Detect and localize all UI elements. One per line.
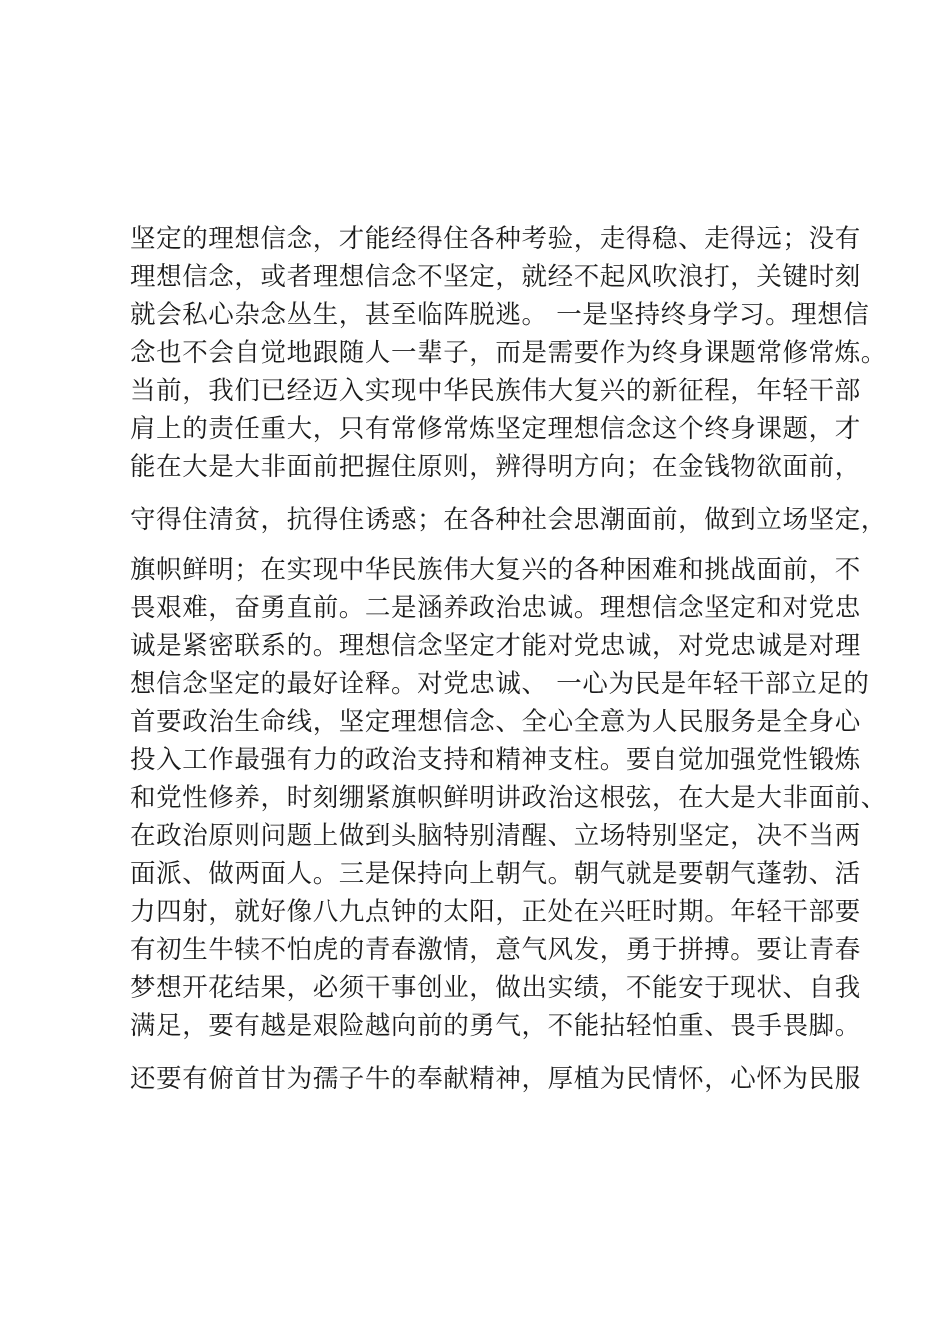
text-line: 旗帜鲜明；在实现中华民族伟大复兴的各种困难和挑战面前，不 [130,555,861,585]
text-line: 想信念坚定的最好诠释。对党忠诚、 一心为民是年轻干部立足的 [130,669,870,699]
text-line: 坚定的理想信念，才能经得住各种考验，走得稳、走得远；没有 [130,224,861,254]
text-line: 梦想开花结果，必须干事创业，做出实绩，不能安于现状、自我 [130,973,861,1003]
text-line: 畏艰难，奋勇直前。二是涵养政治忠诚。理想信念坚定和对党忠 [130,593,861,623]
text-line: 诚是紧密联系的。理想信念坚定才能对党忠诚，对党忠诚是对理 [130,631,861,661]
text-line: 面派、做两面人。三是保持向上朝气。朝气就是要朝气蓬勃、活 [130,859,861,889]
text-line: 就会私心杂念丛生，甚至临阵脱逃。 一是坚持终身学习。理想信 [130,300,870,330]
text-line: 投入工作最强有力的政治支持和精神支柱。要自觉加强党性锻炼 [130,745,861,775]
text-line: 满足，要有越是艰险越向前的勇气，不能拈轻怕重、畏手畏脚。 [130,1011,861,1041]
text-line: 能在大是大非面前把握住原则，辨得明方向；在金钱物欲面前， [130,452,861,482]
text-line: 理想信念，或者理想信念不坚定，就经不起风吹浪打，关键时刻 [130,262,861,292]
text-line: 念也不会自觉地跟随人一辈子，而是需要作为终身课题常修常炼。 [130,338,887,368]
text-line: 力四射，就好像八九点钟的太阳，正处在兴旺时期。年轻干部要 [130,897,861,927]
text-line: 当前，我们已经迈入实现中华民族伟大复兴的新征程，年轻干部 [130,376,861,406]
text-line: 肩上的责任重大，只有常修常炼坚定理想信念这个终身课题，才 [130,414,861,444]
text-line: 守得住清贫，抗得住诱惑；在各种社会思潮面前，做到立场坚定， [130,505,887,535]
text-line: 首要政治生命线，坚定理想信念、全心全意为人民服务是全身心 [130,707,861,737]
text-line: 还要有俯首甘为孺子牛的奉献精神，厚植为民情怀，心怀为民服 [130,1064,861,1094]
text-line: 有初生牛犊不怕虎的青春激情，意气风发，勇于拼搏。要让青春 [130,935,861,965]
text-line: 和党性修养，时刻绷紧旗帜鲜明讲政治这根弦，在大是大非面前、 [130,783,887,813]
text-line: 在政治原则问题上做到头脑特别清醒、立场特别坚定，决不当两 [130,821,861,851]
